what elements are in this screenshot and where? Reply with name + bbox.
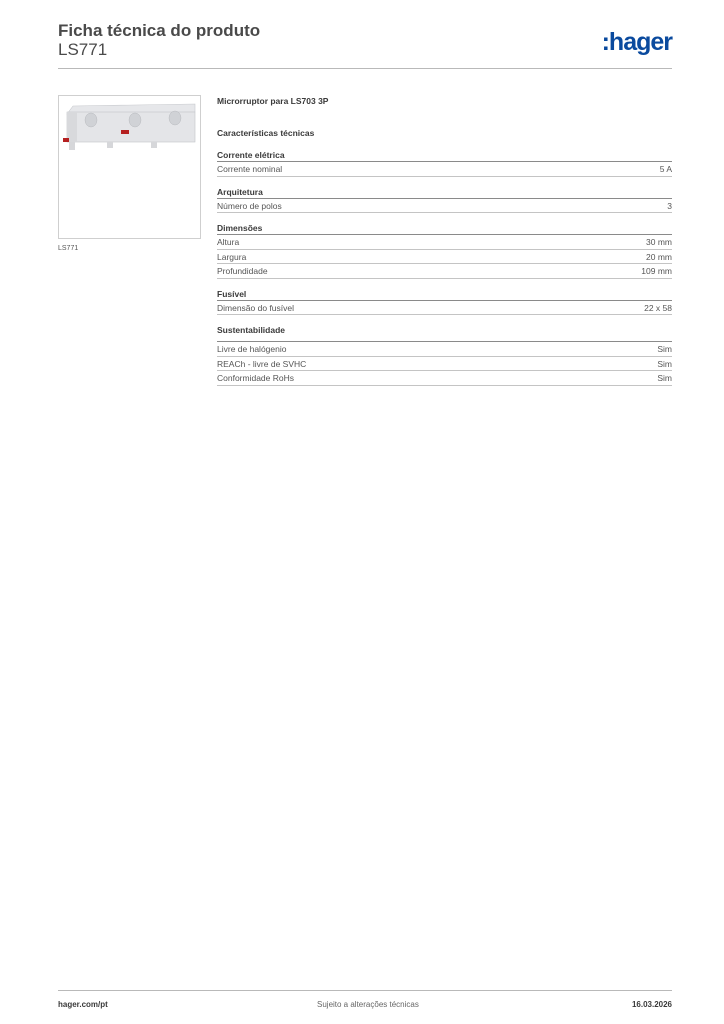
spec-row bbox=[217, 162, 672, 177]
footer-notice: Sujeito a alterações técnicas bbox=[317, 1000, 419, 1009]
product-code: LS771 bbox=[58, 40, 108, 59]
spec-row bbox=[217, 264, 672, 279]
spec-row bbox=[217, 235, 672, 250]
specifications-panel bbox=[217, 96, 672, 386]
footer-website: hager.com/pt bbox=[58, 1000, 108, 1009]
hager-logo: :hager bbox=[601, 28, 672, 56]
spec-label: Número de polos bbox=[217, 200, 282, 211]
spec-label: Profundidade bbox=[217, 266, 268, 276]
product-illustration bbox=[59, 96, 200, 238]
spec-label: Dimensão do fusível bbox=[217, 302, 295, 313]
specs-heading: Características técnicas bbox=[217, 128, 315, 138]
spec-value: 3 bbox=[667, 200, 672, 211]
spec-value: 20 mm bbox=[646, 251, 672, 262]
footer-date: 16.03.2026 bbox=[631, 1000, 672, 1009]
section-corrente bbox=[217, 150, 672, 177]
spec-label: Conformidade RoHs bbox=[217, 373, 295, 383]
section-dimensoes bbox=[217, 223, 672, 279]
product-image bbox=[58, 95, 201, 239]
spec-row bbox=[217, 250, 672, 265]
spec-row bbox=[217, 371, 672, 386]
spec-row bbox=[217, 199, 672, 214]
product-name: Microrruptor para LS703 3P bbox=[217, 96, 329, 106]
section-sustentabilidade bbox=[217, 325, 672, 386]
spec-label: Largura bbox=[217, 251, 247, 262]
spec-label: REACh - livre de SVHC bbox=[217, 358, 307, 369]
spec-value: 22 x 58 bbox=[644, 302, 672, 313]
spec-label: Corrente nominal bbox=[217, 164, 283, 174]
section-arquitetura bbox=[217, 187, 672, 214]
spec-row bbox=[217, 342, 672, 357]
spec-value: 30 mm bbox=[646, 237, 672, 247]
spec-value: Sim bbox=[657, 373, 672, 383]
section-title: Corrente elétrica bbox=[217, 150, 672, 162]
spec-value: 109 mm bbox=[641, 266, 672, 276]
spec-label: Altura bbox=[217, 237, 240, 247]
section-title: Sustentabilidade bbox=[217, 325, 672, 342]
spec-label: Livre de halógenio bbox=[217, 344, 287, 354]
spec-row bbox=[217, 301, 672, 316]
spec-value: Sim bbox=[657, 358, 672, 369]
page-header bbox=[58, 21, 672, 69]
page-title: Ficha técnica do produto bbox=[58, 21, 261, 40]
section-title: Fusível bbox=[217, 289, 672, 301]
spec-row bbox=[217, 357, 672, 372]
page-footer bbox=[58, 990, 672, 1012]
image-caption: LS771 bbox=[58, 245, 79, 252]
spec-value: 5 A bbox=[659, 164, 672, 174]
section-fusivel bbox=[217, 289, 672, 316]
section-title: Arquitetura bbox=[217, 187, 672, 199]
section-title: Dimensões bbox=[217, 223, 672, 235]
spec-value: Sim bbox=[657, 344, 672, 354]
